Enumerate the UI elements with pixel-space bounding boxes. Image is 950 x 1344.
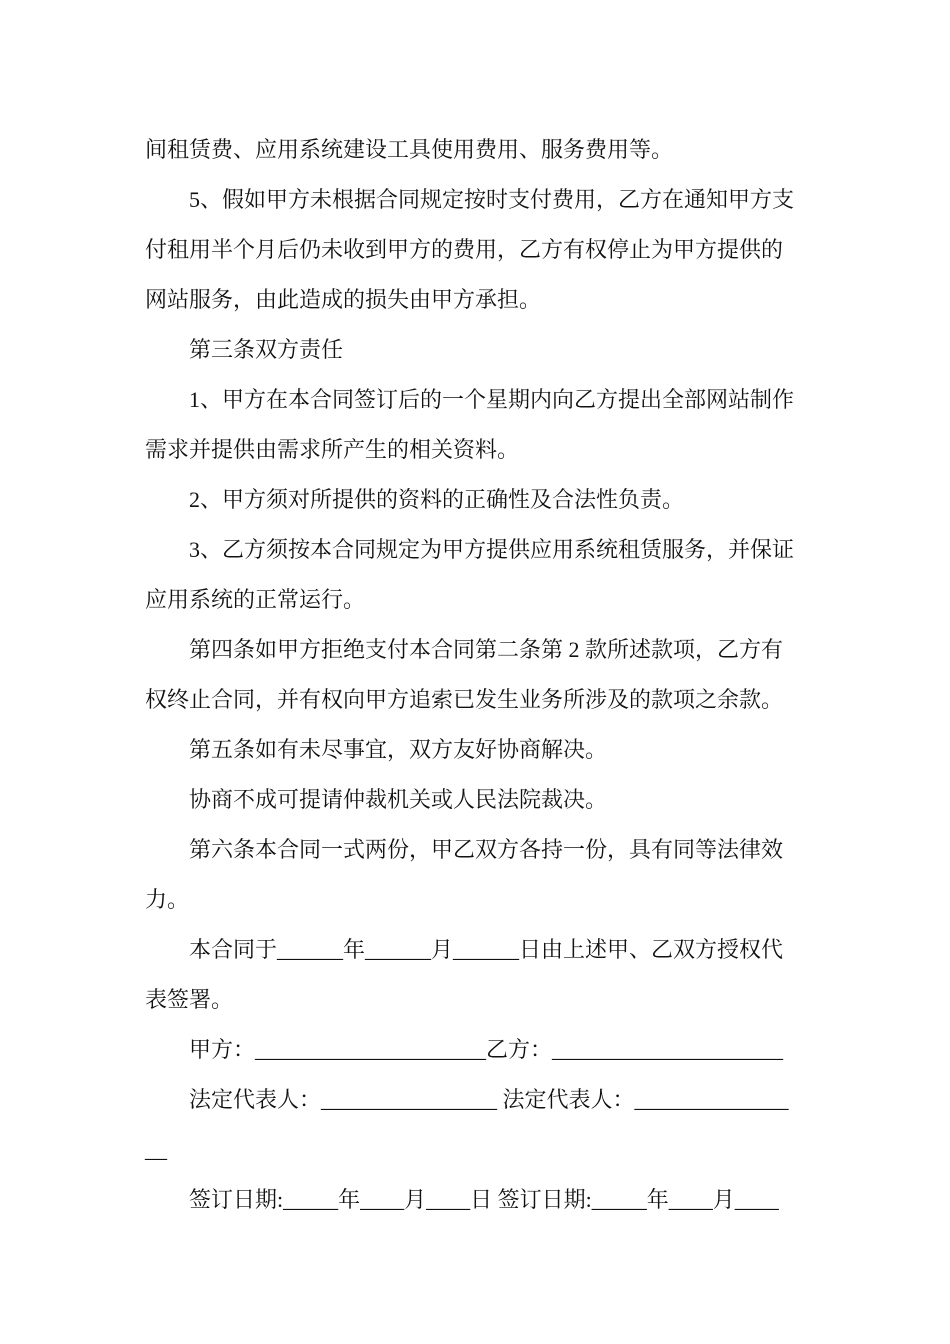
- paragraph-line: 应用系统的正常运行。: [145, 587, 366, 612]
- legal-representative-line-continued: __: [145, 1137, 167, 1162]
- contract-body: [145, 125, 825, 1225]
- paragraph-line: 第六条本合同一式两份，甲乙双方各持一份，具有同等法律效: [189, 837, 784, 862]
- paragraph-line: 2、甲方须对所提供的资料的正确性及合法性负责。: [189, 487, 685, 512]
- paragraph-line: 付租用半个月后仍未收到甲方的费用，乙方有权停止为甲方提供的: [145, 237, 784, 262]
- paragraph-line: 权终止合同，并有权向甲方追索已发生业务所涉及的款项之余款。: [145, 687, 784, 712]
- paragraph-line: 力。: [145, 887, 190, 912]
- paragraph-line: 需求并提供由需求所产生的相关资料。: [145, 437, 520, 462]
- paragraph-line: 网站服务，由此造成的损失由甲方承担。: [145, 287, 542, 312]
- paragraph-line: 第四条如甲方拒绝支付本合同第二条第 2 款所述款项，乙方有: [189, 637, 784, 662]
- section-heading: 第三条双方责任: [189, 337, 344, 362]
- paragraph-line: 5、假如甲方未根据合同规定按时支付费用，乙方在通知甲方支: [189, 187, 795, 212]
- paragraph-line: 表签署。: [145, 987, 234, 1012]
- signing-date-fields: 签订日期:_____年____月____日 签订日期:_____年____月____: [189, 1187, 779, 1212]
- paragraph-line: 第五条如有未尽事宜，双方友好协商解决。: [189, 737, 608, 762]
- party-signature-line: 甲方：_____________________乙方：_____________________: [189, 1037, 784, 1062]
- legal-representative-line: 法定代表人：________________ 法定代表人：______________: [189, 1087, 789, 1112]
- paragraph-line: 3、乙方须按本合同规定为甲方提供应用系统租赁服务，并保证: [189, 537, 795, 562]
- paragraph-line: 间租赁费、应用系统建设工具使用费用、服务费用等。: [145, 137, 674, 162]
- signing-date-line: 本合同于______年______月______日由上述甲、乙双方授权代: [189, 937, 784, 962]
- paragraph-line: 1、甲方在本合同签订后的一个星期内向乙方提出全部网站制作: [189, 387, 795, 412]
- paragraph-line: 协商不成可提请仲裁机关或人民法院裁决。: [189, 787, 608, 812]
